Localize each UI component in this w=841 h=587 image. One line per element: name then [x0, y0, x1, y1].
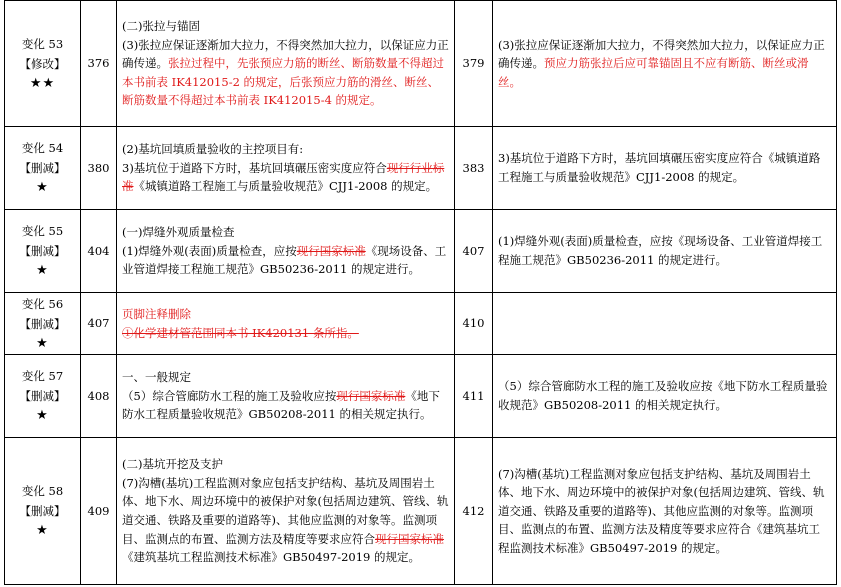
old-paragraph [122, 474, 449, 567]
change-type: 【修改】 [19, 56, 66, 71]
importance-stars: ★ [36, 263, 49, 278]
importance-stars: ★ [36, 335, 49, 351]
old-text-cell [117, 210, 455, 293]
new-page-cell: 379 [455, 1, 493, 127]
plain-text: (3)张拉应保证逐渐加大拉力，不得突然加大拉力，以保证应力正确传递。 [122, 37, 449, 71]
change-note: 页脚注释删除 [122, 306, 191, 321]
importance-stars: ★★ [29, 75, 56, 91]
importance-stars: ★ [36, 523, 49, 538]
section-heading: 一、一般规定 [122, 370, 191, 385]
new-page-cell: 411 [455, 355, 493, 438]
importance-stars: ★ [36, 408, 49, 423]
plain-text: 《现场设备、工业管道焊接工程施工规范》GB50236-2011 的规定进行。 [122, 243, 447, 277]
table-row [5, 210, 837, 293]
change-number: 变化 53 [21, 36, 64, 51]
old-text-cell [117, 293, 455, 355]
old-page-cell: 380 [81, 127, 117, 210]
change-type: 【删减】 [19, 244, 66, 258]
change-type: 【删减】 [19, 504, 66, 518]
change-id-cell [5, 1, 81, 127]
new-text-cell: (1)焊缝外观(表面)质量检查，应按《现场设备、工业管道焊接工程施工规范》GB50236-2011 的规定进行。 [493, 210, 837, 293]
table-row [5, 355, 837, 438]
new-page-cell: 412 [455, 438, 493, 585]
change-id-cell [5, 127, 81, 210]
new-text-cell [493, 293, 837, 355]
section-heading: (二)基坑开挖及支护 [122, 457, 223, 472]
new-paragraph [498, 36, 831, 92]
new-text-cell [493, 1, 837, 127]
old-text-cell [117, 127, 455, 210]
new-page-cell: 383 [455, 127, 493, 210]
change-type: 【删减】 [19, 389, 66, 403]
change-number: 变化 56 [21, 296, 64, 311]
plain-text: 《建筑基坑工程监测技术标准》GB50497-2019 的规定。 [122, 550, 421, 565]
old-paragraph [122, 242, 449, 279]
plain-text: 3)基坑位于道路下方时，基坑回填碾压密实度应符合 [122, 160, 387, 175]
table-row [5, 438, 837, 585]
plain-text: (7)沟槽(基坑)工程监测对象应包括支护结构、基坑及周围岩土体、地下水、周边环境中的被保护对象(包括周边建筑、管线、轨道交通、铁路及重要的道路等)、其他应监测的对象等。监测项目、监测点的布置、监测方法及精度等要求应符合 [122, 475, 449, 546]
plain-text: 《地下防水工程质量验收规范》GB50208-2011 的相关规定执行。 [122, 388, 440, 422]
new-text-cell: （5）综合管廊防水工程的施工及验收应按《地下防水工程质量验收规范》GB50208-2011 的相关规定执行。 [493, 355, 837, 438]
old-page-cell: 404 [81, 210, 117, 293]
old-page-cell: 407 [81, 293, 117, 355]
old-paragraph [122, 36, 449, 110]
change-number: 变化 54 [21, 141, 64, 155]
change-id-cell [5, 355, 81, 438]
old-page-cell: 409 [81, 438, 117, 585]
old-text-cell [117, 1, 455, 127]
deleted-text: ①化学建材管范围同本书 IK420131 条所指。 [122, 325, 359, 340]
old-page-cell: 376 [81, 1, 117, 127]
old-paragraph [122, 387, 449, 424]
deleted-text: 现行国家标准 [375, 531, 444, 546]
old-paragraph [122, 159, 449, 196]
section-heading: (2)基坑回填质量验收的主控项目有: [122, 142, 304, 157]
change-id-cell [5, 438, 81, 585]
change-type: 【删减】 [19, 316, 66, 331]
change-number: 变化 57 [21, 369, 64, 383]
deleted-text: 现行国家标准 [336, 388, 406, 403]
old-text-cell [117, 355, 455, 438]
new-page-cell: 410 [455, 293, 493, 355]
old-text-cell [117, 438, 455, 585]
new-text-cell: (7)沟槽(基坑)工程监测对象应包括支护结构、基坑及周围岩土体、地下水、周边环境中的被保护对象(包括周边建筑、管线、轨道交通、铁路及重要的道路等)、其他应监测的对象等。监测项目、监测点的布置、监测方法及精度等要求应符合《建筑基坑工程监测技术标准》GB50497-2019 的规定。 [493, 438, 837, 585]
section-heading: (二)张拉与锚固 [122, 19, 200, 34]
change-id-cell [5, 210, 81, 293]
new-text-cell: 3)基坑位于道路下方时，基坑回填碾压密实度应符合《城镇道路工程施工与质量验收规范》CJJ1-2008 的规定。 [493, 127, 837, 210]
change-type: 【删减】 [19, 161, 66, 175]
change-number: 变化 55 [21, 224, 64, 238]
deleted-text: 现行行业标准 [122, 160, 445, 194]
deleted-text: 现行国家标准 [296, 243, 366, 258]
plain-text: (1)焊缝外观(表面)质量检查，应按 [122, 243, 297, 258]
change-number: 变化 58 [21, 484, 64, 498]
section-heading: (一)焊缝外观质量检查 [122, 225, 235, 240]
changed-text: 张拉过程中，先张预应力筋的断丝、断筋数量不得超过本书前表 IK412015-2 的规定，后张预应力筋的滑丝、断丝、断筋数量不得超过本书前表 IK412015-4 的规定。 [122, 56, 444, 108]
plain-text: (3)张拉应保证逐渐加大拉力，不得突然加大拉力，以保证应力正确传递。 [498, 37, 825, 71]
changed-text: 预应力筋张拉后应可靠锚固且不应有断筋、断丝或滑丝。 [498, 56, 809, 89]
importance-stars: ★ [36, 180, 49, 195]
change-id-cell [5, 293, 81, 355]
plain-text: 《城镇道路工程施工与质量验收规范》CJJ1-2008 的规定。 [133, 179, 438, 194]
old-page-cell: 408 [81, 355, 117, 438]
new-page-cell: 407 [455, 210, 493, 293]
change-table [4, 0, 837, 585]
plain-text: （5）综合管廊防水工程的施工及验收应按 [122, 388, 337, 403]
table-row [5, 293, 837, 355]
table-row [5, 127, 837, 210]
table-row [5, 1, 837, 127]
